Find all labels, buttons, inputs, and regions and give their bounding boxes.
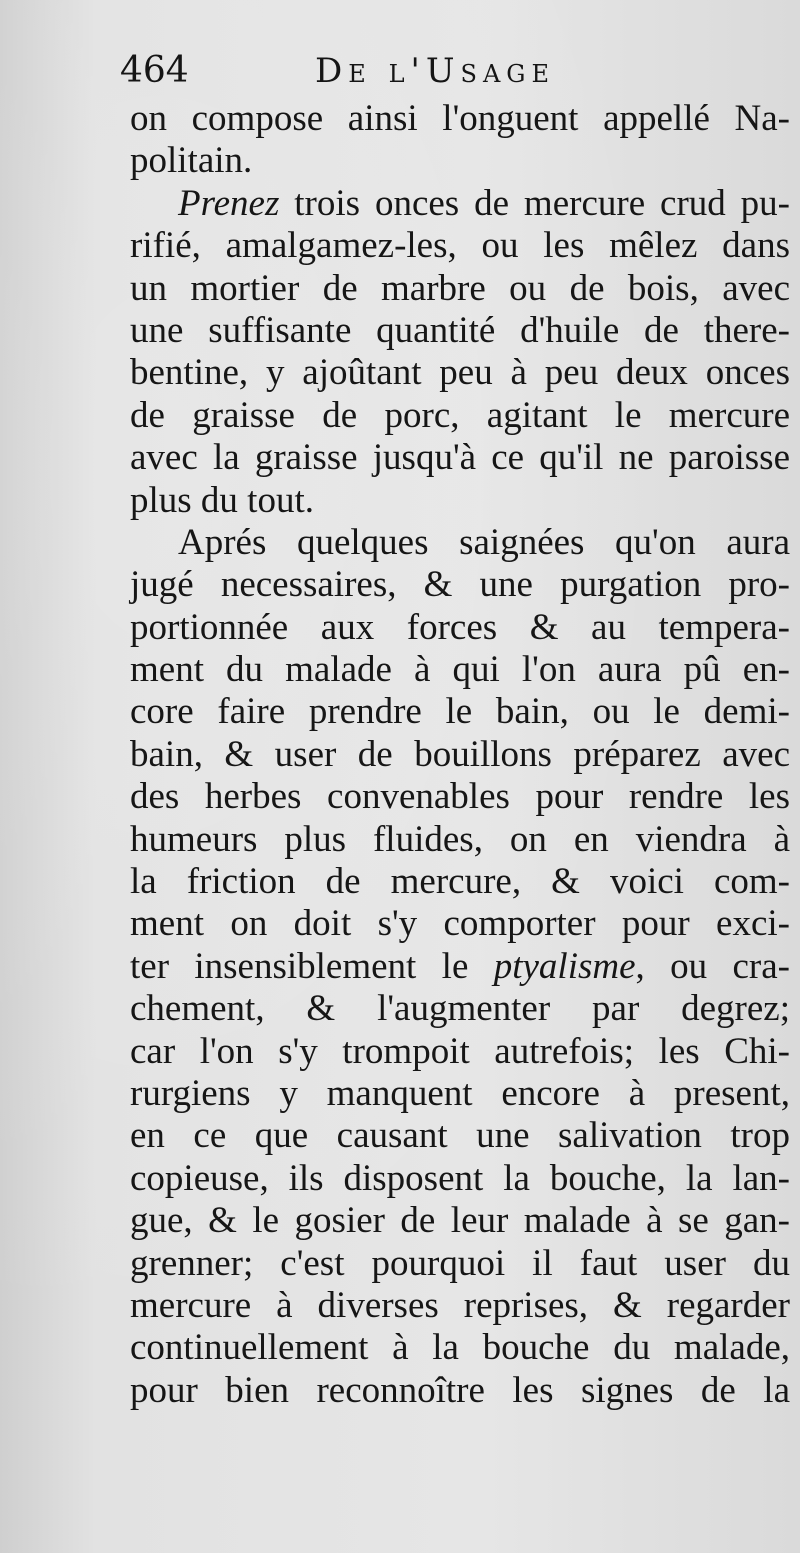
- line-text: grenner; c'est pourquoi il faut user du: [130, 1242, 790, 1284]
- line-text: humeurs plus fluides, on en viendra à: [130, 818, 790, 860]
- paragraph-start-line: [130, 183, 790, 225]
- text-line: [130, 140, 790, 182]
- text-line: [130, 1115, 790, 1157]
- line-text: avec la graisse jusqu'à ce qu'il ne paroisse: [130, 437, 790, 479]
- line-text: des herbes convenables pour rendre les: [130, 776, 790, 818]
- line-text: rifié, amalgamez-les, ou les mêlez dans: [130, 225, 790, 267]
- text-line: [130, 946, 790, 988]
- page-number: 464: [120, 50, 189, 91]
- running-title: De l'Usage: [315, 51, 555, 91]
- line-text: portionnée aux forces & au tempera-: [130, 606, 790, 648]
- line-text: copieuse, ils disposent la bouche, la lan-: [130, 1157, 790, 1199]
- body-text: [130, 98, 790, 1412]
- italic-word: Prenez: [178, 182, 280, 224]
- text-line: [130, 649, 790, 691]
- text-line: [130, 225, 790, 267]
- text-line: [130, 734, 790, 776]
- line-text: car l'on s'y trompoit autrefois; les Chi-: [130, 1030, 790, 1072]
- text-line: [130, 1200, 790, 1242]
- line-text: , ou cra-: [635, 945, 790, 987]
- text-line: [130, 1073, 790, 1115]
- text-line: [130, 1370, 790, 1412]
- running-head: [120, 46, 760, 96]
- line-text: chement, & l'augmenter par degrez;: [130, 988, 790, 1030]
- italic-word: ptyalisme: [493, 945, 636, 987]
- text-line: [130, 691, 790, 733]
- text-line: [130, 352, 790, 394]
- line-text: bentine, y ajoûtant peu à peu deux onces: [130, 352, 790, 394]
- line-text: une suffisante quantité d'huile de there-: [130, 309, 790, 351]
- paragraph-start-line: [130, 522, 790, 564]
- line-text: politain.: [130, 140, 253, 182]
- line-text: en ce que causant une salivation trop: [130, 1115, 790, 1157]
- text-line: [130, 819, 790, 861]
- text-line: [130, 988, 790, 1030]
- line-text: core faire prendre le bain, ou le demi-: [130, 691, 790, 733]
- line-text: plus du tout.: [130, 479, 314, 521]
- text-line: [130, 98, 790, 140]
- line-text: gue, & le gosier de leur malade à se gan-: [130, 1200, 790, 1242]
- text-line: [130, 1243, 790, 1285]
- text-line: [130, 776, 790, 818]
- text-line: [130, 480, 790, 522]
- text-line: [130, 564, 790, 606]
- line-text: un mortier de marbre ou de bois, avec: [130, 267, 790, 309]
- line-text: de graisse de porc, agitant le mercure: [130, 394, 790, 436]
- text-line: [130, 268, 790, 310]
- line-text: ment on doit s'y comporter pour exci-: [130, 903, 790, 945]
- text-line: [130, 861, 790, 903]
- text-line: [130, 1158, 790, 1200]
- line-text: bain, & user de bouillons préparez avec: [130, 733, 790, 775]
- line-text: continuellement à la bouche du malade,: [130, 1327, 790, 1369]
- text-line: [130, 437, 790, 479]
- line-text: pour bien reconnoître les signes de la: [130, 1369, 790, 1411]
- line-text: Aprés quelques saignées qu'on aura: [178, 521, 790, 563]
- line-text: mercure à diverses reprises, & regarder: [130, 1284, 790, 1326]
- text-line: [130, 903, 790, 945]
- text-line: [130, 310, 790, 352]
- text-line: [130, 1285, 790, 1327]
- text-line: [130, 395, 790, 437]
- text-line: [130, 1327, 790, 1369]
- line-text: ment du malade à qui l'on aura pû en-: [130, 649, 790, 691]
- line-text: on compose ainsi l'onguent appellé Na-: [130, 98, 790, 139]
- line-text: ter insensiblement le: [130, 945, 494, 987]
- line-text: rurgiens y manquent encore à present,: [130, 1072, 790, 1114]
- line-text: jugé necessaires, & une purgation pro-: [130, 564, 790, 606]
- text-line: [130, 607, 790, 649]
- line-text: trois onces de mercure crud pu-: [279, 182, 790, 224]
- text-line: [130, 1031, 790, 1073]
- line-text: la friction de mercure, & voici com-: [130, 861, 790, 903]
